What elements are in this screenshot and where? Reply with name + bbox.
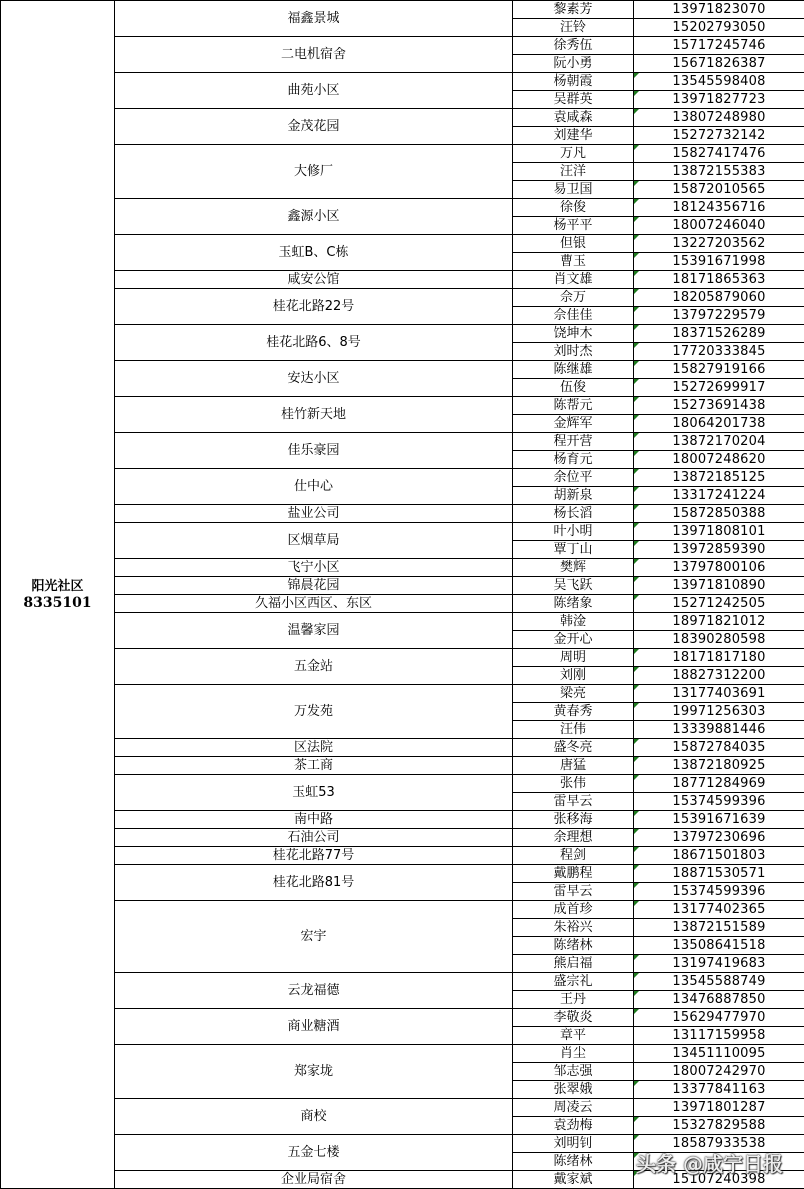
- contact-name-cell[interactable]: 万凡: [513, 145, 634, 163]
- contact-phone-cell[interactable]: 18871530571: [634, 865, 804, 883]
- contact-name-cell[interactable]: 杨朝霞: [513, 73, 634, 91]
- place-cell[interactable]: 商业糖酒: [115, 1009, 513, 1045]
- contact-phone-cell[interactable]: 15391671998: [634, 253, 804, 271]
- contact-phone-cell[interactable]: 18124356716: [634, 199, 804, 217]
- contact-name-cell[interactable]: 叶小明: [513, 523, 634, 541]
- contact-phone-cell[interactable]: 13177402365: [634, 901, 804, 919]
- contact-name-cell[interactable]: 戴鹏程: [513, 865, 634, 883]
- contact-name-cell[interactable]: 雷早云: [513, 883, 634, 901]
- place-cell[interactable]: 温馨家园: [115, 613, 513, 649]
- contact-phone-cell[interactable]: 15827919166: [634, 361, 804, 379]
- contact-name-cell[interactable]: 张伟: [513, 775, 634, 793]
- contact-phone-cell[interactable]: 13797229579: [634, 307, 804, 325]
- table-row: [1, 847, 804, 865]
- contact-name-cell[interactable]: 戴家斌: [513, 1171, 634, 1189]
- contact-name-cell[interactable]: 汪伟: [513, 721, 634, 739]
- contact-phone-cell[interactable]: 18771284969: [634, 775, 804, 793]
- contact-phone-cell[interactable]: 15374599396: [634, 793, 804, 811]
- contact-phone-cell[interactable]: 13377841163: [634, 1081, 804, 1099]
- contact-phone-cell[interactable]: 15107240398: [634, 1171, 804, 1189]
- table-row: [1, 649, 804, 667]
- place-cell[interactable]: 企业局宿舍: [115, 1171, 513, 1189]
- contact-name-cell[interactable]: 覃丁山: [513, 541, 634, 559]
- contact-name-cell[interactable]: 盛宗礼: [513, 973, 634, 991]
- table-row: [1, 145, 804, 163]
- place-cell[interactable]: 咸安公馆: [115, 271, 513, 289]
- place-cell[interactable]: 桂花北路77号: [115, 847, 513, 865]
- contact-name-cell[interactable]: 肖尘: [513, 1045, 634, 1063]
- contact-name-cell[interactable]: 陈绪林: [513, 937, 634, 955]
- contact-name-cell[interactable]: 汪洋: [513, 163, 634, 181]
- place-cell[interactable]: 云龙福德: [115, 973, 513, 1009]
- contact-name-cell[interactable]: 杨平平: [513, 217, 634, 235]
- contact-name-cell[interactable]: 但银: [513, 235, 634, 253]
- contact-name-cell[interactable]: 吴群英: [513, 91, 634, 109]
- contact-name-cell[interactable]: 邹志强: [513, 1063, 634, 1081]
- table-row: [1, 505, 804, 523]
- table-row: [1, 199, 804, 217]
- contact-name-cell[interactable]: 袁劲梅: [513, 1117, 634, 1135]
- contact-name-cell[interactable]: 陈绪林: [513, 1153, 634, 1171]
- place-cell[interactable]: 二电机宿舍: [115, 37, 513, 73]
- contact-phone-cell[interactable]: 18007248620: [634, 451, 804, 469]
- contact-name-cell[interactable]: 周明: [513, 649, 634, 667]
- table-row: [1, 739, 804, 757]
- table-row: [1, 901, 804, 919]
- contact-phone-cell[interactable]: 15374599396: [634, 883, 804, 901]
- contact-name-cell[interactable]: 余理想: [513, 829, 634, 847]
- place-cell[interactable]: 桂花北路81号: [115, 865, 513, 901]
- community-name: 阳光社区: [31, 578, 84, 594]
- contact-name-cell[interactable]: 肖文雄: [513, 271, 634, 289]
- contact-phone-cell[interactable]: 18064201738: [634, 415, 804, 433]
- contact-phone-cell[interactable]: 18971821012: [634, 613, 804, 631]
- table-row: [1, 109, 804, 127]
- place-cell[interactable]: 安达小区: [115, 361, 513, 397]
- contact-phone-cell[interactable]: 18007242970: [634, 1063, 804, 1081]
- contact-name-cell[interactable]: 成首珍: [513, 901, 634, 919]
- table-row: [1, 37, 804, 55]
- contact-phone-cell[interactable]: 13545588749: [634, 973, 804, 991]
- contact-phone-cell[interactable]: 15629477970: [634, 1009, 804, 1027]
- community-phone: 8335101: [23, 594, 92, 611]
- contact-name-cell[interactable]: 陈继雄: [513, 361, 634, 379]
- contact-name-cell[interactable]: 陈绪象: [513, 595, 634, 613]
- contact-name-cell[interactable]: 周凌云: [513, 1099, 634, 1117]
- contact-name-cell[interactable]: 程开营: [513, 433, 634, 451]
- contact-phone-cell[interactable]: 18205879060: [634, 289, 804, 307]
- contact-name-cell[interactable]: 徐俊: [513, 199, 634, 217]
- contact-name-cell[interactable]: 刘建华: [513, 127, 634, 145]
- contact-phone-cell[interactable]: 18671501803: [634, 847, 804, 865]
- contact-name-cell[interactable]: 佘佳佳: [513, 307, 634, 325]
- contact-phone-cell[interactable]: 15671826387: [634, 55, 804, 73]
- contact-name-cell[interactable]: 黄春秀: [513, 703, 634, 721]
- contact-phone-cell[interactable]: 15872010565: [634, 181, 804, 199]
- contact-phone-cell[interactable]: 13872155383: [634, 163, 804, 181]
- table-row: [1, 361, 804, 379]
- place-cell[interactable]: 桂花北路6、8号: [115, 325, 513, 361]
- contact-phone-cell[interactable]: 18587933538: [634, 1135, 804, 1153]
- table-row: [1, 577, 804, 595]
- place-cell[interactable]: 久福小区西区、东区: [115, 595, 513, 613]
- contact-name-cell[interactable]: 杨长滔: [513, 505, 634, 523]
- contact-phone-cell[interactable]: 18390280598: [634, 631, 804, 649]
- contact-name-cell[interactable]: 余位平: [513, 469, 634, 487]
- table-row: [1, 325, 804, 343]
- contact-name-cell[interactable]: 袁咸森: [513, 109, 634, 127]
- contact-phone-cell[interactable]: 13117159958: [634, 1027, 804, 1045]
- place-cell[interactable]: 桂竹新天地: [115, 397, 513, 433]
- place-cell[interactable]: 桂花北路22号: [115, 289, 513, 325]
- table-row: [1, 559, 804, 577]
- place-cell[interactable]: 南中路: [115, 811, 513, 829]
- place-cell[interactable]: 区烟草局: [115, 523, 513, 559]
- table-row: [1, 757, 804, 775]
- table-row: [1, 73, 804, 91]
- table-row: [1, 775, 804, 793]
- place-cell[interactable]: 石油公司: [115, 829, 513, 847]
- table-row: [1, 829, 804, 847]
- table-row: [1, 1099, 804, 1117]
- contact-phone-cell[interactable]: 18371526289: [634, 325, 804, 343]
- contact-phone-cell[interactable]: 15391671639: [634, 811, 804, 829]
- contact-name-cell[interactable]: 阮小勇: [513, 55, 634, 73]
- contact-name-cell[interactable]: 唐猛: [513, 757, 634, 775]
- contact-name-cell[interactable]: 章平: [513, 1027, 634, 1045]
- place-cell[interactable]: 万发苑: [115, 685, 513, 739]
- contact-phone-cell[interactable]: 13797800106: [634, 559, 804, 577]
- place-cell[interactable]: 飞宁小区: [115, 559, 513, 577]
- place-cell[interactable]: 五金七楼: [115, 1135, 513, 1171]
- contact-phone-cell[interactable]: 13872185125: [634, 469, 804, 487]
- contact-phone-cell[interactable]: 18171865363: [634, 271, 804, 289]
- contact-name-cell[interactable]: 伍俊: [513, 379, 634, 397]
- contact-name-cell[interactable]: 金开心: [513, 631, 634, 649]
- contact-phone-cell[interactable]: 13339881446: [634, 721, 804, 739]
- sheet-body: [1, 1, 804, 1189]
- place-cell[interactable]: 五金站: [115, 649, 513, 685]
- table-row: [1, 685, 804, 703]
- place-cell[interactable]: 大修厂: [115, 145, 513, 199]
- place-cell[interactable]: 宏宇: [115, 901, 513, 973]
- contact-phone-cell[interactable]: 13971810890: [634, 577, 804, 595]
- contact-phone-cell[interactable]: 13807248980: [634, 109, 804, 127]
- contact-phone-cell[interactable]: 15271242505: [634, 595, 804, 613]
- contact-phone-cell[interactable]: 15202793050: [634, 19, 804, 37]
- contact-name-cell[interactable]: 刘时杰: [513, 343, 634, 361]
- community-cell[interactable]: [1, 1, 115, 1189]
- contact-name-cell[interactable]: 李敬炎: [513, 1009, 634, 1027]
- contact-phone-cell[interactable]: 13971808101: [634, 523, 804, 541]
- contact-name-cell[interactable]: 汪铃: [513, 19, 634, 37]
- contact-phone-cell[interactable]: 13476887850: [634, 991, 804, 1009]
- contact-name-cell[interactable]: 张翠娥: [513, 1081, 634, 1099]
- contact-name-cell[interactable]: 陈帮元: [513, 397, 634, 415]
- contact-phone-cell[interactable]: 13508641518: [634, 937, 804, 955]
- contact-phone-cell[interactable]: 13971827723: [634, 91, 804, 109]
- contact-name-cell[interactable]: 盛冬亮: [513, 739, 634, 757]
- place-cell[interactable]: 鑫源小区: [115, 199, 513, 235]
- contact-name-cell[interactable]: 梁亮: [513, 685, 634, 703]
- table-row: [1, 289, 804, 307]
- contact-name-cell[interactable]: 程剑: [513, 847, 634, 865]
- table-row: [1, 469, 804, 487]
- contact-phone-cell[interactable]: 15827417476: [634, 145, 804, 163]
- contact-name-cell[interactable]: 刘刚: [513, 667, 634, 685]
- table-row: [1, 523, 804, 541]
- table-row: [1, 235, 804, 253]
- contact-phone-cell[interactable]: 13971823070: [634, 1, 804, 19]
- table-row: [1, 1045, 804, 1063]
- place-cell[interactable]: 佳乐豪园: [115, 433, 513, 469]
- contact-phone-cell[interactable]: 15872784035: [634, 739, 804, 757]
- table-row: [1, 865, 804, 883]
- contact-phone-cell[interactable]: 15717245746: [634, 37, 804, 55]
- contact-phone-cell[interactable]: 18827312200: [634, 667, 804, 685]
- contact-phone-cell[interactable]: 13317241224: [634, 487, 804, 505]
- table-row: [1, 1, 804, 19]
- place-cell[interactable]: 盐业公司: [115, 505, 513, 523]
- contact-name-cell[interactable]: 饶坤木: [513, 325, 634, 343]
- contact-phone-cell[interactable]: 13972859390: [634, 541, 804, 559]
- table-row: [1, 397, 804, 415]
- contact-phone-cell[interactable]: 17720333845: [634, 343, 804, 361]
- contact-name-cell[interactable]: 韩淦: [513, 613, 634, 631]
- place-cell[interactable]: 茶工商: [115, 757, 513, 775]
- contact-phone-cell[interactable]: 15327829588: [634, 1117, 804, 1135]
- contact-phone-cell[interactable]: 15272699917: [634, 379, 804, 397]
- contact-phone-cell[interactable]: 13797230696: [634, 829, 804, 847]
- contact-phone-cell[interactable]: 13227203562: [634, 235, 804, 253]
- place-cell[interactable]: 区法院: [115, 739, 513, 757]
- contact-phone-cell[interactable]: 15273691438: [634, 397, 804, 415]
- contact-name-cell[interactable]: 徐秀伍: [513, 37, 634, 55]
- contact-phone-cell[interactable]: 13545598408: [634, 73, 804, 91]
- contact-phone-cell[interactable]: 13971801287: [634, 1099, 804, 1117]
- place-cell[interactable]: 玉虹53: [115, 775, 513, 811]
- contact-name-cell[interactable]: 金辉军: [513, 415, 634, 433]
- watermark: 头条 @咸宁日报: [636, 1152, 783, 1176]
- contact-name-cell[interactable]: 杨育元: [513, 451, 634, 469]
- place-cell[interactable]: 玉虹B、C栋: [115, 235, 513, 271]
- contact-name-cell[interactable]: 雷早云: [513, 793, 634, 811]
- contact-phone-cell[interactable]: 15272732142: [634, 127, 804, 145]
- table-row: [1, 433, 804, 451]
- place-cell[interactable]: 商校: [115, 1099, 513, 1135]
- place-cell[interactable]: 锦晨花园: [115, 577, 513, 595]
- contact-phone-cell[interactable]: 19971256303: [634, 703, 804, 721]
- place-cell[interactable]: 曲苑小区: [115, 73, 513, 109]
- table-row: [1, 811, 804, 829]
- contact-phone-cell[interactable]: 13872180925: [634, 757, 804, 775]
- contact-phone-cell[interactable]: 18171817180: [634, 649, 804, 667]
- contact-name-cell[interactable]: 樊辉: [513, 559, 634, 577]
- contact-name-cell[interactable]: 熊启福: [513, 955, 634, 973]
- place-cell[interactable]: 仕中心: [115, 469, 513, 505]
- contact-phone-cell[interactable]: 13197419683: [634, 955, 804, 973]
- contact-phone-cell[interactable]: 13451110095: [634, 1045, 804, 1063]
- contact-name-cell[interactable]: 黎素芳: [513, 1, 634, 19]
- contact-name-cell[interactable]: 刘明钊: [513, 1135, 634, 1153]
- place-cell[interactable]: 福鑫景城: [115, 1, 513, 37]
- place-cell[interactable]: 金茂花园: [115, 109, 513, 145]
- contact-name-cell[interactable]: 张移海: [513, 811, 634, 829]
- contact-phone-cell[interactable]: 13177403691: [634, 685, 804, 703]
- table-row: [1, 973, 804, 991]
- contact-name-cell[interactable]: 佘万: [513, 289, 634, 307]
- contact-name-cell[interactable]: 易卫国: [513, 181, 634, 199]
- contact-phone-cell[interactable]: 13872151589: [634, 919, 804, 937]
- contact-phone-cell[interactable]: 18007246040: [634, 217, 804, 235]
- contact-name-cell[interactable]: 王丹: [513, 991, 634, 1009]
- contact-name-cell[interactable]: 曹玉: [513, 253, 634, 271]
- contact-name-cell[interactable]: 朱裕兴: [513, 919, 634, 937]
- table-row: [1, 595, 804, 613]
- place-cell[interactable]: 郑家垅: [115, 1045, 513, 1099]
- contact-phone-cell[interactable]: 13872170204: [634, 433, 804, 451]
- contact-name-cell[interactable]: 吴飞跃: [513, 577, 634, 595]
- table-row: [1, 613, 804, 631]
- table-row: [1, 271, 804, 289]
- contact-phone-cell[interactable]: 15872850388: [634, 505, 804, 523]
- table-row: [1, 1009, 804, 1027]
- contact-name-cell[interactable]: 胡新泉: [513, 487, 634, 505]
